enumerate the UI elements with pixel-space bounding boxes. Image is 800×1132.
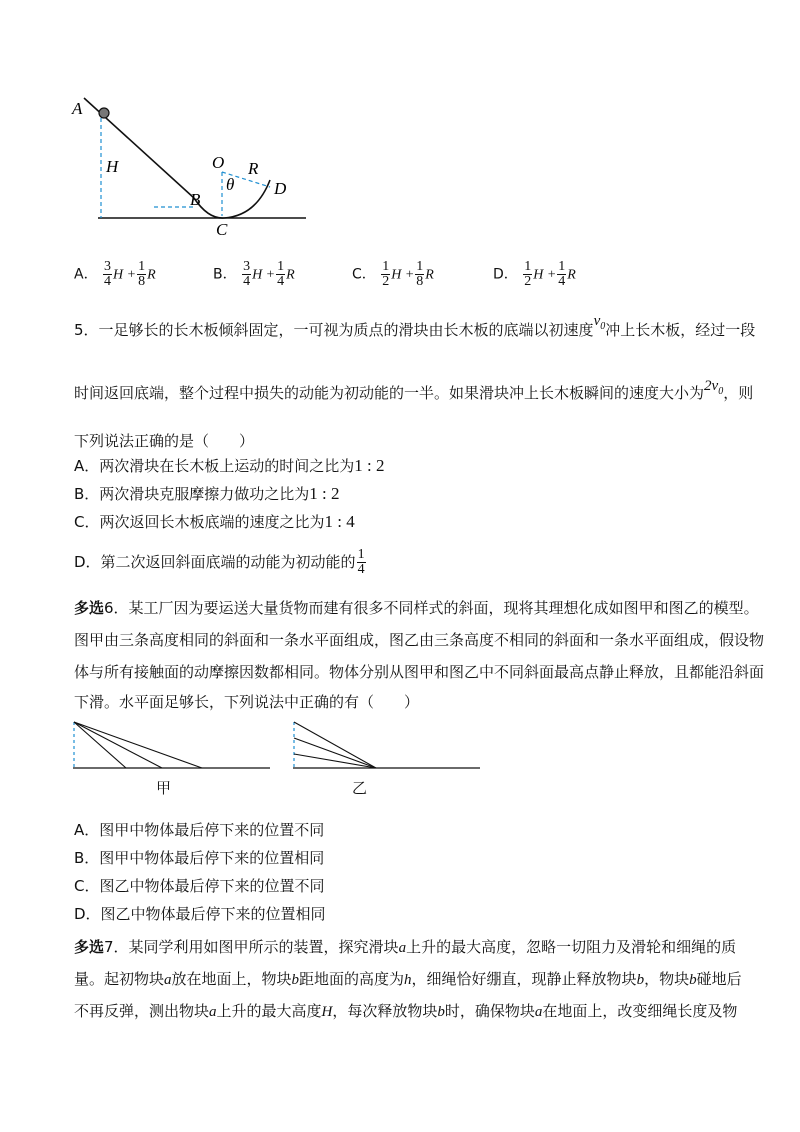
q5-line-2: 时间返回底端，整个过程中损失的动能为初动能的一半。如果滑块冲上长木板瞬间的速度大小为$2v_0$，则	[74, 378, 754, 402]
q6-option-b[interactable]: B．图甲中物体最后停下来的位置相同	[74, 849, 325, 867]
jia-slope-3	[74, 722, 202, 768]
ball	[99, 108, 109, 118]
q6-option-d[interactable]: D．图乙中物体最后停下来的位置相同	[74, 905, 326, 923]
incline-track-figure	[70, 92, 320, 242]
q7-line-2: 量。起初物块a放在地面上，物块b距地面的高度为h，细绳恰好绷直，现静止释放物块b，物块b碰地后	[74, 970, 742, 988]
yi-slope-2	[294, 738, 376, 768]
figure-jia-caption: 甲	[156, 779, 172, 797]
label-D: D	[274, 179, 287, 198]
q6-line-1: 多选6．某工厂因为要运送大量货物而建有很多不同样式的斜面，现将其理想化成如图甲和图乙的模型。	[74, 599, 759, 617]
q5-option-d[interactable]: D．第二次返回斜面底端的动能为初动能的 $\frac{1}{4}$	[74, 547, 365, 577]
label-B: B	[190, 190, 201, 209]
q4-option-a[interactable]: A． $\frac{3}{4}$ H + $\frac{1}{8}$ R	[74, 259, 156, 289]
q6-option-c[interactable]: C．图乙中物体最后停下来的位置不同	[74, 877, 325, 895]
label-O: O	[212, 153, 225, 172]
figure-yi-caption: 乙	[352, 779, 368, 797]
q5-line-1: 5．一足够长的长木板倾斜固定，一可视为质点的滑块由长木板的底端以初速度$v_0$冲上长木板，经过一段	[74, 313, 756, 339]
figure-yi	[290, 716, 485, 776]
label-R: R	[248, 159, 259, 178]
figure-jia	[70, 716, 275, 776]
q5-option-a[interactable]: A．两次滑块在长木板上运动的时间之比为1 : 2	[74, 456, 385, 475]
q5-option-b[interactable]: B．两次滑块克服摩擦力做功之比为1 : 2	[74, 484, 340, 503]
q4-option-b[interactable]: B． $\frac{3}{4}$ H + $\frac{1}{4}$ R	[213, 259, 295, 289]
q6-line-3: 体与所有接触面的动摩擦因数都相同。物体分别从图甲和图乙中不同斜面最高点静止释放，且都能沿斜面	[74, 663, 765, 681]
q7-line-3: 不再反弹，测出物块a上升的最大高度H，每次释放物块b时，确保物块a在地面上，改变细绳长度及物	[74, 1002, 738, 1020]
q5-option-c[interactable]: C．两次返回长木板底端的速度之比为1 : 4	[74, 512, 355, 531]
q6-option-a[interactable]: A．图甲中物体最后停下来的位置不同	[74, 821, 325, 839]
label-A: A	[72, 99, 83, 118]
q6-line-2: 图甲由三条高度相同的斜面和一条水平面组成，图乙由三条高度不相同的斜面和一条水平面组成，假设物	[74, 631, 765, 649]
label-C: C	[216, 220, 228, 239]
q4-option-c[interactable]: C． $\frac{1}{2}$ H + $\frac{1}{8}$ R	[352, 259, 434, 289]
q6-line-4: 下滑。水平面足够长，下列说法中正确的有（ ）	[74, 693, 420, 711]
label-theta: θ	[226, 175, 235, 194]
q4-option-d[interactable]: D． $\frac{1}{2}$ H + $\frac{1}{4}$ R	[493, 259, 576, 289]
q7-line-1: 多选7．某同学利用如图甲所示的装置，探究滑块a上升的最大高度，忽略一切阻力及滑轮和细绳的质	[74, 938, 737, 956]
label-H: H	[106, 157, 119, 176]
q5-line-3: 下列说法正确的是（ ）	[74, 432, 255, 450]
